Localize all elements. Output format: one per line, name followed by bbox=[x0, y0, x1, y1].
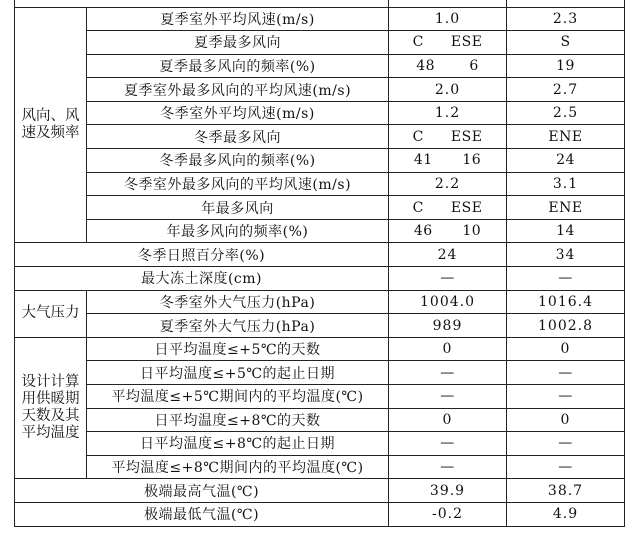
value-cell: — bbox=[507, 267, 625, 291]
value-cell: — bbox=[389, 361, 507, 385]
value-part: 46 bbox=[413, 223, 433, 240]
value-part: ESE bbox=[450, 34, 483, 51]
table-row bbox=[15, 172, 625, 196]
value-cell: — bbox=[389, 385, 507, 409]
table-row bbox=[15, 125, 625, 149]
value-cell: -0.2 bbox=[389, 502, 507, 526]
value-cell: 39.9 bbox=[389, 479, 507, 503]
climate-data-table bbox=[14, 0, 625, 527]
row-label: 冬季室外平均风速(m/s) bbox=[87, 101, 389, 125]
value-cell: 2.3 bbox=[507, 7, 625, 31]
table-row bbox=[15, 7, 625, 31]
row-label: 冬季室外大气压力(hPa) bbox=[87, 290, 389, 314]
value-part: 10 bbox=[462, 223, 482, 240]
group-label-wind: 风向、风速及频率 bbox=[15, 7, 87, 243]
table-row bbox=[15, 54, 625, 78]
table-row bbox=[15, 101, 625, 125]
table-row bbox=[15, 432, 625, 456]
value-cell: ENE bbox=[507, 196, 625, 220]
value-cell bbox=[389, 125, 507, 149]
value-cell: 2.0 bbox=[389, 78, 507, 102]
value-cell: 0 bbox=[507, 337, 625, 361]
table-row bbox=[15, 78, 625, 102]
row-label: 日平均温度≤+5℃的天数 bbox=[87, 337, 389, 361]
row-label: 冬季日照百分率(%) bbox=[15, 243, 389, 267]
table-row bbox=[15, 314, 625, 338]
value-cell: 2.5 bbox=[507, 101, 625, 125]
value-cell: 1004.0 bbox=[389, 290, 507, 314]
value-cell bbox=[389, 31, 507, 55]
value-cell: 34 bbox=[507, 243, 625, 267]
row-label: 日平均温度≤+5℃的起止日期 bbox=[87, 361, 389, 385]
value-cell: 2.7 bbox=[507, 78, 625, 102]
table-row bbox=[15, 408, 625, 432]
value-cell: 0 bbox=[389, 408, 507, 432]
value-cell: 0 bbox=[507, 408, 625, 432]
table-cell bbox=[15, 0, 389, 7]
value-part: ESE bbox=[450, 128, 483, 145]
table-row bbox=[15, 290, 625, 314]
value-cell bbox=[389, 54, 507, 78]
row-label: 极端最低气温(℃) bbox=[15, 502, 389, 526]
table-cell bbox=[507, 0, 625, 7]
table-row bbox=[15, 337, 625, 361]
group-label-heating: 设计计算用供暖期天数及其平均温度 bbox=[15, 337, 87, 479]
value-part: 48 bbox=[416, 57, 436, 74]
table-row bbox=[15, 149, 625, 173]
table-row bbox=[15, 219, 625, 243]
row-label: 冬季最多风向 bbox=[87, 125, 389, 149]
value-cell: 1.2 bbox=[389, 101, 507, 125]
table-row-partial-top bbox=[15, 0, 625, 7]
value-cell: 1.0 bbox=[389, 7, 507, 31]
row-label: 夏季室外平均风速(m/s) bbox=[87, 7, 389, 31]
table-row bbox=[15, 479, 625, 503]
value-cell: 38.7 bbox=[507, 479, 625, 503]
table-row bbox=[15, 243, 625, 267]
row-label: 夏季最多风向的频率(%) bbox=[87, 54, 389, 78]
row-label: 年最多风向的频率(%) bbox=[87, 219, 389, 243]
row-label: 平均温度≤+5℃期间内的平均温度(℃) bbox=[87, 385, 389, 409]
value-cell: — bbox=[389, 432, 507, 456]
row-label: 日平均温度≤+8℃的起止日期 bbox=[87, 432, 389, 456]
value-cell bbox=[389, 196, 507, 220]
value-cell: 19 bbox=[507, 54, 625, 78]
value-cell: — bbox=[389, 455, 507, 479]
row-label: 日平均温度≤+8℃的天数 bbox=[87, 408, 389, 432]
row-label: 冬季最多风向的频率(%) bbox=[87, 149, 389, 173]
value-cell: 0 bbox=[389, 337, 507, 361]
row-label: 极端最高气温(℃) bbox=[15, 479, 389, 503]
value-cell: — bbox=[507, 432, 625, 456]
value-cell: 989 bbox=[389, 314, 507, 338]
table-row bbox=[15, 385, 625, 409]
row-label: 夏季室外大气压力(hPa) bbox=[87, 314, 389, 338]
value-cell: — bbox=[507, 385, 625, 409]
value-cell: S bbox=[507, 31, 625, 55]
value-cell: 24 bbox=[389, 243, 507, 267]
table-row bbox=[15, 196, 625, 220]
value-cell: 3.1 bbox=[507, 172, 625, 196]
value-cell bbox=[389, 149, 507, 173]
value-part: C bbox=[412, 128, 424, 145]
table-row bbox=[15, 267, 625, 291]
value-part: C bbox=[412, 34, 424, 51]
row-label: 夏季最多风向 bbox=[87, 31, 389, 55]
value-cell bbox=[389, 219, 507, 243]
value-part: C bbox=[412, 199, 424, 216]
value-part: 6 bbox=[469, 57, 479, 74]
value-cell: — bbox=[389, 267, 507, 291]
row-label: 冬季室外最多风向的平均风速(m/s) bbox=[87, 172, 389, 196]
table-cell bbox=[389, 0, 507, 7]
value-cell: 24 bbox=[507, 149, 625, 173]
value-cell: ENE bbox=[507, 125, 625, 149]
value-cell: 2.2 bbox=[389, 172, 507, 196]
value-cell: 4.9 bbox=[507, 502, 625, 526]
group-label-pressure: 大气压力 bbox=[15, 290, 87, 337]
table-row bbox=[15, 361, 625, 385]
value-cell: 1002.8 bbox=[507, 314, 625, 338]
value-cell: 14 bbox=[507, 219, 625, 243]
table-row bbox=[15, 502, 625, 526]
value-cell: 1016.4 bbox=[507, 290, 625, 314]
value-part: 16 bbox=[462, 152, 482, 169]
value-cell: — bbox=[507, 361, 625, 385]
table-row bbox=[15, 455, 625, 479]
table-row bbox=[15, 31, 625, 55]
value-part: ESE bbox=[450, 199, 483, 216]
value-cell: — bbox=[507, 455, 625, 479]
row-label: 年最多风向 bbox=[87, 196, 389, 220]
row-label: 夏季室外最多风向的平均风速(m/s) bbox=[87, 78, 389, 102]
value-part: 41 bbox=[413, 152, 433, 169]
row-label: 最大冻土深度(cm) bbox=[15, 267, 389, 291]
row-label: 平均温度≤+8℃期间内的平均温度(℃) bbox=[87, 455, 389, 479]
